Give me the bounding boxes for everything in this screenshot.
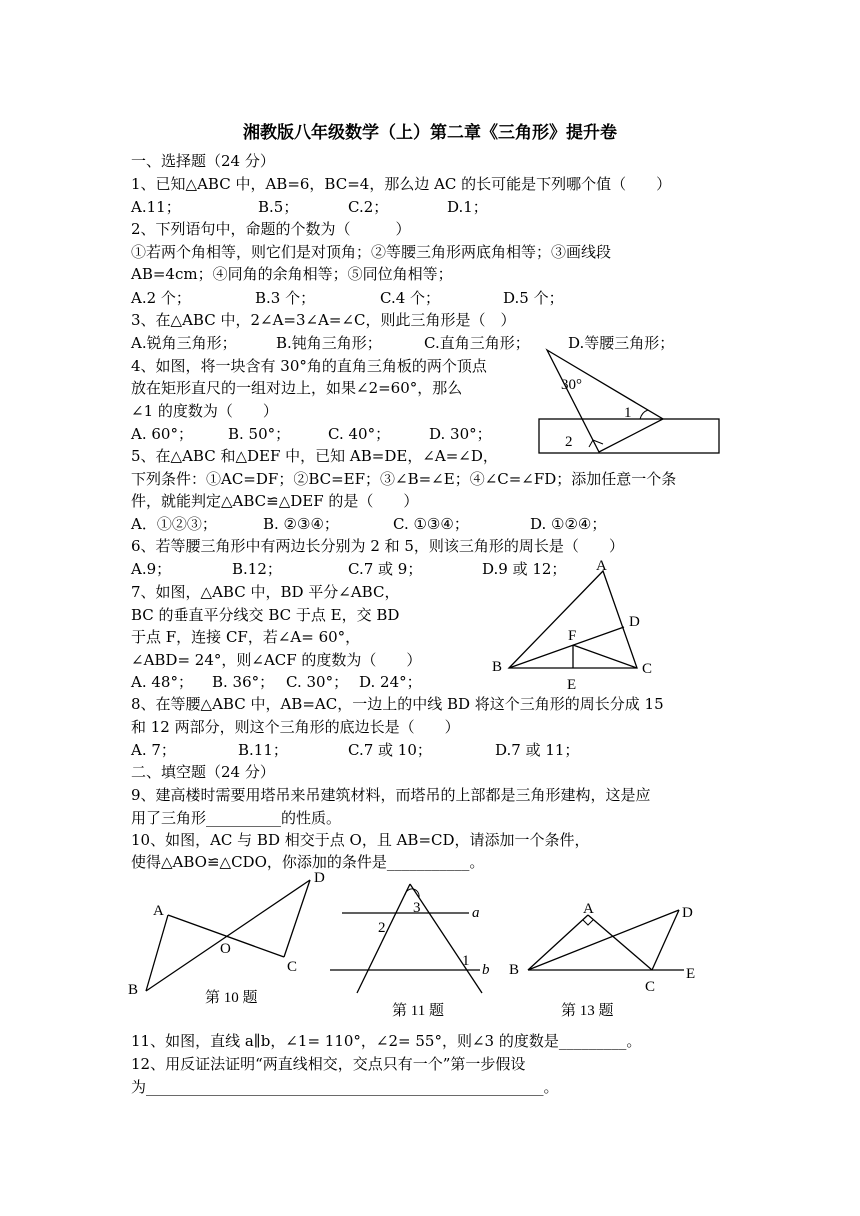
question-7-line3: 于点 F，连接 CF，若∠A= 60°， <box>131 628 361 646</box>
q1-option-c: C.2； <box>348 198 389 216</box>
question-5-line1: 5、在△ABC 和△DEF 中，已知 AB=DE，∠A=∠D， <box>131 447 498 465</box>
q1-option-b: B.5； <box>258 198 299 216</box>
point-f-label: F <box>568 628 577 644</box>
q7-option-a: A. 48°； <box>131 673 193 691</box>
q4-option-a: A. 60°； <box>131 425 193 443</box>
question-12-line1: 12、用反证法证明“两直线相交，交点只有一个”第一步假设 <box>131 1055 526 1073</box>
q7-option-c: C. 30°； <box>286 673 349 691</box>
section-heading-fill: 二、填空题（24 分） <box>131 763 275 781</box>
line-b-label: b <box>482 962 490 978</box>
question-10-line1: 10、如图，AC 与 BD 相交于点 O，且 AB=CD，请添加一个条件， <box>131 831 590 849</box>
angle-2-label: 2 <box>565 434 573 450</box>
q6-option-b: B.12； <box>232 560 282 578</box>
angle-2-label: 2 <box>378 920 386 936</box>
fig13-point-e: E <box>686 966 696 982</box>
section-heading-choice: 一、选择题（24 分） <box>131 152 275 170</box>
q6-option-c: C.7 或 9； <box>348 560 423 578</box>
q8-option-c: C.7 或 10； <box>348 741 432 759</box>
question-5-line2: 下列条件：①AC=DF；②BC=EF；③∠B=∠E；④∠C=∠FD；添加任意一个条 <box>131 470 677 488</box>
fig13-point-d: D <box>682 905 693 921</box>
question-4-line1: 4、如图，将一块含有 30°角的直角三角板的两个顶点 <box>131 357 487 375</box>
q2-option-a: A.2 个； <box>131 289 191 307</box>
angle-1-label: 1 <box>624 405 632 421</box>
question-8-line1: 8、在等腰△ABC 中，AB=AC，一边上的中线 BD 将这个三角形的周长分成 15 <box>131 695 664 713</box>
question-12-line2: 为_____________________________________________________。 <box>131 1078 559 1096</box>
q1-option-d: D.1； <box>447 198 488 216</box>
q3-option-c: C.直角三角形； <box>424 334 530 352</box>
right-angle-mark <box>583 920 593 925</box>
figure-13 <box>509 901 695 995</box>
q6-option-d: D.9 或 12； <box>482 560 567 578</box>
segment-bd <box>146 880 310 991</box>
question-11-line1: 11、如图，直线 a∥b，∠1= 110°，∠2= 55°，则∠3 的度数是_________。 <box>131 1032 642 1050</box>
q4-option-c: C. 40°； <box>328 425 391 443</box>
point-b-label: B <box>492 659 503 675</box>
question-9-line2: 用了三角形__________的性质。 <box>131 809 342 827</box>
fig10-point-d: D <box>314 870 325 886</box>
q8-option-d: D.7 或 11； <box>495 741 580 759</box>
q7-option-d: D. 24°； <box>359 673 422 691</box>
q2-option-d: D.5 个； <box>503 289 564 307</box>
fig13-point-c: C <box>645 979 656 995</box>
q5-option-c: C. ①③④； <box>393 515 469 533</box>
q4-option-d: D. 30°； <box>429 425 492 443</box>
figure-10 <box>128 870 325 998</box>
angle-1-label: 1 <box>462 953 470 969</box>
q5-option-a: A．①②③； <box>131 515 217 533</box>
question-1-stem: 1、已知△ABC 中，AB=6，BC=4，那么边 AC 的长可能是下列哪个值（ ） <box>131 175 672 193</box>
q3-option-b: B.钝角三角形； <box>276 334 382 352</box>
point-d-label: D <box>629 614 640 630</box>
point-a-label: A <box>596 558 607 574</box>
fig10-point-o: O <box>220 941 231 957</box>
fig10-point-a: A <box>153 903 164 919</box>
segment-ab <box>146 915 168 991</box>
q5-option-b: B. ②③④； <box>263 515 339 533</box>
question-2-line2: ①若两个角相等，则它们是对顶角；②等腰三角形两底角相等；③画线段 <box>131 243 612 261</box>
fig10-point-c: C <box>287 959 298 975</box>
question-5-line3: 件，就能判定△ABC≌△DEF 的是（ ） <box>131 492 419 510</box>
q8-option-a: A. 7； <box>131 741 176 759</box>
question-4-line3: ∠1 的度数为（ ） <box>131 402 278 420</box>
q7-option-b: B. 36°； <box>212 673 275 691</box>
transversal-right <box>410 884 482 993</box>
point-e-label: E <box>567 677 577 693</box>
question-8-line2: 和 12 两部分，则这个三角形的底边长是（ ） <box>131 718 460 736</box>
angle-30-label: 30° <box>561 377 582 393</box>
page-title: 湘教版八年级数学（上）第二章《三角形》提升卷 <box>243 123 617 143</box>
q1-option-a: A.11； <box>131 198 181 216</box>
fig13-point-b: B <box>509 962 520 978</box>
question-7-line1: 7、如图，△ABC 中，BD 平分∠ABC， <box>131 583 400 601</box>
fig13-caption: 第 13 题 <box>561 1003 614 1019</box>
q2-option-c: C.4 个； <box>380 289 441 307</box>
question-10-line2: 使得△ABO≌△CDO，你添加的条件是___________。 <box>131 853 485 871</box>
fig10-point-b: B <box>128 982 139 998</box>
question-6-stem: 6、若等腰三角形中有两边长分别为 2 和 5，则该三角形的周长是（ ） <box>131 537 624 555</box>
question-3-stem: 3、在△ABC 中，2∠A=3∠A=∠C，则此三角形是（ ） <box>131 311 516 329</box>
fig10-caption: 第 10 题 <box>205 990 258 1006</box>
q3-option-d: D.等腰三角形； <box>568 334 675 352</box>
q4-option-b: B. 50°； <box>228 425 291 443</box>
fig13-point-a: A <box>583 901 594 917</box>
fig11-caption: 第 11 题 <box>392 1003 444 1019</box>
q2-option-b: B.3 个； <box>255 289 316 307</box>
segment-dc <box>284 880 310 957</box>
question-4-line2: 放在矩形直尺的一组对边上，如果∠2=60°，那么 <box>131 379 463 397</box>
figure-11 <box>330 884 490 993</box>
question-9-line1: 9、建高楼时需要用塔吊来吊建筑材料，而塔吊的上部都是三角形建构，这是应 <box>131 786 651 804</box>
angle-3-label: 3 <box>413 900 421 916</box>
q5-option-d: D. ①②④； <box>530 515 607 533</box>
question-2-stem: 2、下列语句中，命题的个数为（ ） <box>131 220 411 238</box>
question-7-line2: BC 的垂直平分线交 BC 于点 E，交 BD <box>131 606 400 624</box>
q8-option-b: B.11； <box>238 741 288 759</box>
q3-option-a: A.锐角三角形； <box>131 334 237 352</box>
transversal-left <box>357 884 410 993</box>
q6-option-a: A.9； <box>131 560 172 578</box>
segment-ab <box>528 915 588 970</box>
question-7-line4: ∠ABD= 24°，则∠ACF 的度数为（ ） <box>131 651 422 669</box>
line-a-label: a <box>472 905 480 921</box>
point-c-label: C <box>642 661 653 677</box>
question-2-line3: AB=4cm；④同角的余角相等；⑤同位角相等； <box>131 265 453 283</box>
